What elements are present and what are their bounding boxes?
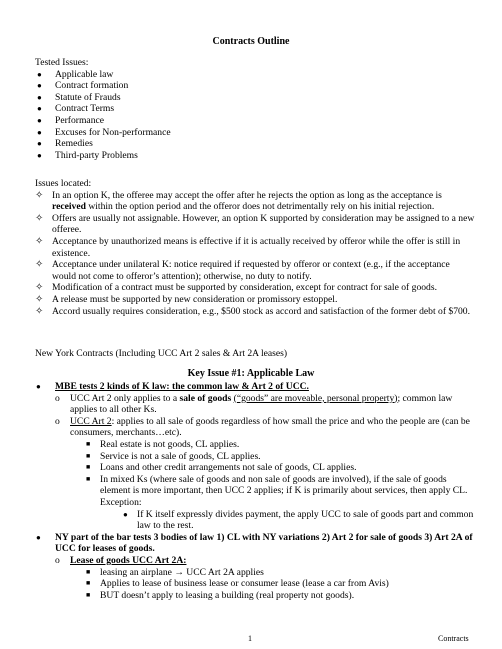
subitem-text: Loans and other credit arrangements not sale of goods, CL applies. xyxy=(100,462,357,474)
footer-label: Contracts xyxy=(438,634,469,643)
ucc-art2-subitems xyxy=(36,439,476,509)
issue-located-item xyxy=(35,306,475,318)
issue-located-item xyxy=(35,190,475,213)
tested-issue-item xyxy=(35,150,475,162)
bullet-icon: ● xyxy=(37,69,42,79)
issue-located-item xyxy=(35,213,475,236)
diamond-bullet-icon: ✧ xyxy=(35,212,44,224)
bullet-icon: ● xyxy=(123,509,128,519)
issues-located-label: Issues located: xyxy=(35,178,92,189)
ucc-scope-text: UCC Art 2 only applies to a sale of goods (“goods” are moveable, personal property); common law applies to all other Ks. xyxy=(70,392,453,416)
lease-subitem xyxy=(36,578,476,590)
document-title: Contracts Outline xyxy=(212,36,290,47)
tested-issue-text: Excuses for Non-performance xyxy=(55,126,171,138)
diamond-bullet-icon: ✧ xyxy=(35,305,44,317)
tested-issue-item xyxy=(35,103,475,115)
tested-issues-label: Tested Issues: xyxy=(35,57,89,68)
tested-issues-section xyxy=(35,57,475,161)
square-bullet-icon: ■ xyxy=(86,590,91,599)
diamond-bullet-icon: ✧ xyxy=(35,259,44,271)
square-bullet-icon: ■ xyxy=(86,579,91,588)
issue-located-text: Modification of a contract must be supported by consideration, except for contract for sale of goods. xyxy=(52,282,437,294)
issue-located-text: A release must be supported by new consideration or promissory estoppel. xyxy=(52,293,338,305)
tested-issue-text: Performance xyxy=(55,114,105,126)
applicable-law-outline xyxy=(36,381,476,601)
diamond-bullet-icon: ✧ xyxy=(35,235,44,247)
bullet-icon: ● xyxy=(36,382,41,391)
square-bullet-icon: ■ xyxy=(86,474,91,483)
tested-issue-item xyxy=(35,138,475,150)
issue-located-item xyxy=(35,236,475,259)
ny-heading: NY part of the bar tests 3 bodies of law 1) CL with NY variations 2) Art 2 for sale of goods 3) Art 2A of UCC for leases of goods. xyxy=(55,531,473,555)
mbe-heading: MBE tests 2 kinds of K law: the common law & Art 2 of UCC. xyxy=(55,381,309,392)
outline-item-mbe xyxy=(36,381,476,393)
lease-heading: Lease of goods UCC Art 2A: xyxy=(70,554,187,566)
subitem-text: leasing an airplane → UCC Art 2A applies xyxy=(100,566,264,578)
tested-issue-text: Statute of Frauds xyxy=(55,91,121,103)
tested-issue-item xyxy=(35,92,475,104)
ucc-art2-text: UCC Art 2: applies to all sale of goods regardless of how small the price and who the people are (can be consumers, merchants…etc). xyxy=(70,415,470,439)
exception-text: If K itself expressly divides payment, the apply UCC to sale of goods part and common law to the rest. xyxy=(137,508,474,532)
outline-item-exception xyxy=(36,509,476,532)
tested-issues-list xyxy=(35,69,475,162)
issue-located-text: Accord usually requires consideration, e.g., $500 stock as accord and satisfaction of the former debt of $700. xyxy=(52,305,470,317)
bullet-icon: ● xyxy=(37,127,42,137)
tested-issue-item xyxy=(35,127,475,139)
ucc-art2-subitem xyxy=(36,462,476,474)
ny-contracts-heading: New York Contracts (Including UCC Art 2 sales & Art 2A leases) xyxy=(35,348,288,359)
outline-item-ny xyxy=(36,532,476,555)
square-bullet-icon: ■ xyxy=(86,567,91,576)
tested-issue-text: Applicable law xyxy=(55,68,114,80)
circle-bullet-icon: o xyxy=(55,392,60,404)
bullet-icon: ● xyxy=(37,115,42,125)
bullet-icon: ● xyxy=(36,532,41,542)
circle-bullet-icon: o xyxy=(55,415,60,427)
tested-issue-item xyxy=(35,69,475,81)
square-bullet-icon: ■ xyxy=(86,451,91,460)
page-number: 1 xyxy=(248,634,252,643)
bullet-icon: ● xyxy=(37,92,42,102)
lease-subitems xyxy=(36,567,476,602)
tested-issue-text: Contract Terms xyxy=(55,103,115,115)
issues-located-section xyxy=(35,178,475,317)
diamond-bullet-icon: ✧ xyxy=(35,189,44,201)
circle-bullet-icon: o xyxy=(55,554,60,566)
subitem-text: BUT doesn’t apply to leasing a building (real property not goods). xyxy=(100,589,355,601)
issue-located-item xyxy=(35,294,475,306)
subitem-text: Applies to lease of business lease or consumer lease (lease a car from Avis) xyxy=(100,578,389,590)
subitem-text: In mixed Ks (where sale of goods and non sale of goods are involved), if the sale of goods element is more important, then UCC 2 applies; if K is primarily about services, then apply CL. Exception: xyxy=(100,473,468,508)
issues-located-list xyxy=(35,190,475,318)
outline-item-lease xyxy=(36,555,476,567)
issue-located-item xyxy=(35,259,475,282)
tested-issue-text: Remedies xyxy=(55,138,93,150)
tested-issue-item xyxy=(35,115,475,127)
bullet-icon: ● xyxy=(37,150,42,160)
square-bullet-icon: ■ xyxy=(86,463,91,472)
lease-subitem xyxy=(36,590,476,602)
diamond-bullet-icon: ✧ xyxy=(35,282,44,294)
tested-issue-text: Contract formation xyxy=(55,80,129,92)
issue-located-text: In an option K, the offeree may accept the offer after he rejects the option as long as the acceptance is received within the option period and the offeror does not detrimentally rely on his initial rejection. xyxy=(52,189,442,213)
issue-located-item xyxy=(35,282,475,294)
issue-located-text: Acceptance by unauthorized means is effective if it is actually received by offeror while the offer is still in existence. xyxy=(52,235,461,259)
ucc-art2-subitem xyxy=(36,439,476,451)
tested-issue-item xyxy=(35,80,475,92)
issue-located-text: Acceptance under unilateral K: notice required if requested by offeror or context (e.g., if the acceptance would not come to offeror’s attention); otherwise, no duty to notify. xyxy=(52,259,450,282)
square-bullet-icon: ■ xyxy=(86,439,91,448)
key-issue-heading: Key Issue #1: Applicable Law xyxy=(187,368,315,379)
ucc-art2-subitem xyxy=(36,451,476,463)
diamond-bullet-icon: ✧ xyxy=(35,293,44,305)
outline-item-ucc-art2 xyxy=(36,416,476,439)
issue-located-text: Offers are usually not assignable. However, an option K supported by consideration may be assigned to a new offeree. xyxy=(52,212,475,236)
subitem-text: Real estate is not goods, CL applies. xyxy=(100,438,240,450)
ucc-art2-subitem xyxy=(36,474,476,509)
subitem-text: Service is not a sale of goods, CL applies. xyxy=(100,450,261,462)
lease-subitem xyxy=(36,567,476,579)
bullet-icon: ● xyxy=(37,81,42,91)
bullet-icon: ● xyxy=(37,104,42,114)
bullet-icon: ● xyxy=(37,139,42,149)
outline-item-ucc-scope xyxy=(36,393,476,416)
tested-issue-text: Third-party Problems xyxy=(55,149,138,161)
